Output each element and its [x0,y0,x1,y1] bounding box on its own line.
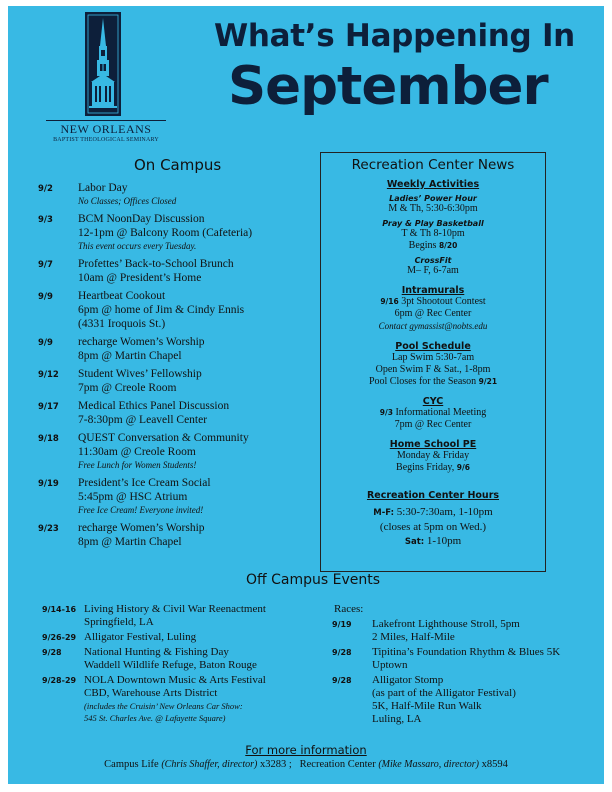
race-details [372,646,594,672]
event-details [78,212,252,253]
pray-play-time: T & Th 8-10pm [401,228,465,239]
event-date: 9/9 [38,338,53,348]
races-items [332,618,602,726]
intramurals-place: 6pm @ Rec Center [394,308,472,319]
event-note: 545 St. Charles Ave. @ Lafayette Square) [84,713,226,723]
logo-line-1: NEW ORLEANS [46,120,166,137]
crossfit-time: M– F, 6-7am [407,265,459,276]
event-line: 5:45pm @ HSC Atrium [78,491,188,503]
event-line: Living History & Civil War Reenactment [84,603,266,615]
campus-event [38,335,318,363]
event-details [78,476,211,517]
event-line: CBD, Warehouse Arts District [84,687,218,699]
home-school-begins-label: Begins Friday, [396,462,455,473]
intramurals-event-text: 3pt Shootout Contest [401,296,486,307]
home-school-heading: Home School PE [389,439,477,450]
event-line: 10am @ President’s Home [78,272,202,284]
rec-center-title: Recreation Center News [351,157,515,173]
pool-line-3 [321,376,545,388]
chapel-steeple-icon [85,12,121,116]
weekly-activities-heading: Weekly Activities [386,179,480,190]
event-details [78,367,202,395]
rec-center-extension: x8594 [481,759,508,770]
event-line: 6pm @ home of Jim & Cindy Ennis [78,304,245,316]
races-label: Races: [334,603,364,615]
event-details [84,603,266,629]
pray-play-begins [321,240,545,252]
event-date: 9/12 [38,370,59,380]
event-line: (4331 Iroquois St.) [78,318,166,330]
ladies-power-hour-title: Ladies’ Power Hour [389,194,477,203]
event-details [78,335,205,363]
event-line: 12-1pm @ Balcony Room (Cafeteria) [78,227,253,239]
event-details [78,521,205,549]
event-note: No Classes; Offices Closed [78,196,177,206]
race-line: 2 Miles, Half-Mile [372,631,455,643]
event-date: 9/28-29 [42,676,77,685]
event-line: QUEST Conversation & Community [78,432,249,444]
event-line: recharge Women’s Worship [78,522,205,534]
intramurals-contact-text: Contact gymassist@nobts.edu [378,321,488,331]
event-line: 7-8:30pm @ Leavell Center [78,414,208,426]
rec-center-director: (Mike Massaro, director) [378,759,479,770]
campus-event [38,289,318,331]
campus-event [38,367,318,395]
off-campus-event [42,646,332,672]
campus-event [38,181,318,208]
campus-event [38,399,318,427]
contact-line [8,759,604,770]
event-line: Springfield, LA [84,616,154,628]
race-date: 9/19 [332,620,352,629]
title-line-1: What’s Happening In [214,18,575,54]
event-line: President’s Ice Cream Social [78,477,211,489]
rec-hours-heading: Recreation Center Hours [366,490,500,501]
event-line: BCM NoonDay Discussion [78,213,205,225]
off-campus-events [42,603,332,726]
event-date: 9/3 [38,215,53,225]
event-line: recharge Women’s Worship [78,336,205,348]
intramurals-contact [321,320,545,333]
race-details [372,674,594,726]
pray-play-begins-date: 8/20 [438,241,458,250]
cyc-event-text: Informational Meeting [395,407,487,418]
event-details [78,431,249,472]
race-line: Luling, LA [372,713,422,725]
flyer-page [8,6,604,784]
campus-event [38,521,318,549]
event-details [78,257,234,285]
rec-hours-saturday [321,534,545,549]
event-details [84,631,196,644]
race-line: (as part of the Alligator Festival) [372,687,516,699]
event-details [78,289,244,331]
campus-event [38,476,318,517]
race-details [372,618,594,644]
cyc-event [321,407,545,419]
pool-line-1: Lap Swim 5:30-7am [391,352,475,363]
race-date: 9/28 [332,648,352,657]
cyc-heading: CYC [422,396,444,407]
campus-life-director: (Chris Shaffer, director) [161,759,258,770]
intramurals-heading: Intramurals [401,285,465,296]
cyc-place: 7pm @ Rec Center [394,419,472,430]
event-date: 9/9 [38,292,53,302]
event-details [78,181,176,208]
event-line: Medical Ethics Panel Discussion [78,400,230,412]
event-date: 9/2 [38,184,53,194]
event-date: 9/7 [38,260,53,270]
event-date: 9/14-16 [42,605,77,614]
seminary-logo [85,12,121,116]
event-line: Student Wives’ Fellowship [78,368,202,380]
pool-closes-text: Pool Closes for the Season [368,376,477,387]
event-line: Waddell Wildlife Refuge, Baton Rouge [84,659,257,671]
event-line: 8pm @ Martin Chapel [78,350,182,362]
off-campus-event [42,631,332,644]
race-event [332,618,602,644]
event-date: 9/19 [38,479,59,489]
event-note: (includes the Cruisin’ New Orleans Car Show: [84,701,243,711]
event-line: Alligator Festival, Luling [84,631,197,643]
event-line: 7pm @ Creole Room [78,382,177,394]
campus-life-extension: x3283 ; [259,759,292,770]
seminary-wordmark [46,120,166,143]
intramurals-date: 9/16 [380,297,399,306]
event-line: Profettes’ Back-to-School Brunch [78,258,234,270]
off-campus-heading: Off Campus Events [246,572,381,588]
event-details [84,674,266,724]
races-list [332,603,602,728]
race-date: 9/28 [332,676,352,685]
rec-hours-wednesday: (closes at 5pm on Wed.) [379,521,487,533]
rec-center-label: Recreation Center [299,759,376,770]
event-line: 11:30am @ Creole Room [78,446,196,458]
event-date: 9/28 [42,648,62,657]
campus-life-label: Campus Life [104,759,159,770]
event-line: NOLA Downtown Music & Arts Festival [84,674,266,686]
pool-closes-date: 9/21 [478,377,498,386]
event-details [78,399,229,427]
race-line: Alligator Stomp [372,674,444,686]
more-info-heading: For more information [245,743,367,757]
event-date: 9/18 [38,434,59,444]
rec-hours-weekday [321,505,545,520]
on-campus-heading: On Campus [134,156,222,174]
pool-line-2: Open Swim F & Sat., 1-8pm [375,364,491,375]
cyc-date: 9/3 [379,408,393,417]
race-line: 5K, Half-Mile Run Walk [372,700,482,712]
event-line: 8pm @ Martin Chapel [78,536,182,548]
pool-schedule-heading: Pool Schedule [395,341,471,352]
event-note: This event occurs every Tuesday. [78,241,197,251]
home-school-begins [321,462,545,474]
event-date: 9/26-29 [42,633,77,642]
event-date: 9/17 [38,402,59,412]
rec-hours [321,505,545,549]
recreation-center-box [320,152,546,572]
ladies-power-hour-time: M & Th, 5:30-6:30pm [388,203,478,214]
event-note: Free Ice Cream! Everyone invited! [78,505,204,515]
off-campus-event [42,603,332,629]
race-event [332,646,602,672]
rec-hours-mf-label: M-F: [373,508,395,518]
intramurals-event [321,296,545,308]
rec-hours-mf: 5:30-7:30am, 1-10pm [396,506,493,518]
event-line: National Hunting & Fishing Day [84,646,229,658]
on-campus-list [38,181,318,553]
event-date: 9/23 [38,524,59,534]
campus-event [38,212,318,253]
title-line-2: September [228,56,548,117]
event-details [84,646,257,672]
campus-event [38,257,318,285]
race-line: Lakefront Lighthouse Stroll, 5pm [372,618,520,630]
crossfit-title: CrossFit [414,256,452,265]
event-line: Labor Day [78,182,128,194]
pray-play-title: Pray & Play Basketball [382,219,484,228]
home-school-days: Monday & Friday [396,450,470,461]
pray-play-begins-label: Begins [408,240,437,251]
race-line: Uptown [372,659,408,671]
event-note: Free Lunch for Women Students! [78,460,197,470]
rec-hours-sat-label: Sat: [404,537,425,547]
logo-line-2: BAPTIST THEOLOGICAL SEMINARY [53,137,159,143]
race-event [332,674,602,726]
home-school-begins-date: 9/6 [456,463,470,472]
race-line: Tipitina’s Foundation Rhythm & Blues 5K [372,646,561,658]
event-line: Heartbeat Cookout [78,290,166,302]
off-campus-event [42,674,332,724]
rec-hours-sat: 1-10pm [426,535,462,547]
campus-event [38,431,318,472]
